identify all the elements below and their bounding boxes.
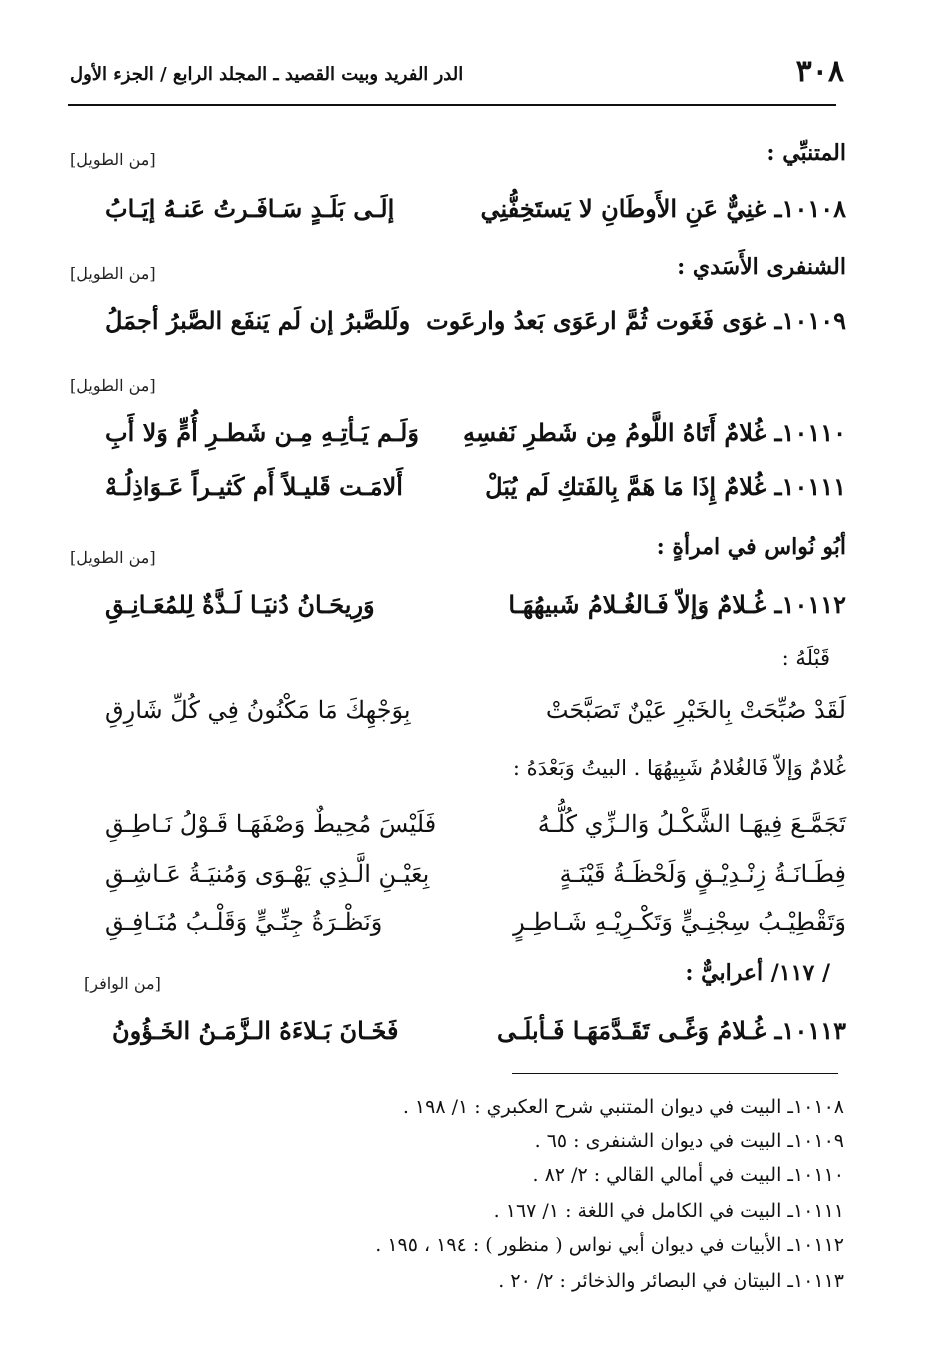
- verse-first-hemistich: ١٠١١٢ـ غُـلامٌ وَإلاّ فَـالغُـلامُ شَبيهُهَـا: [508, 590, 846, 619]
- verse-first-hemistich: ١٠١٠٩ـ غوَى فَغَوت ثُمَّ ارعَوَى بَعدُ وارعَوت: [426, 306, 846, 335]
- footnote: ١٠١٠٨ـ البيت في ديوان المتنبي شرح العكبري : ١/ ١٩٨ .: [402, 1096, 844, 1118]
- meter-label: [من الطويل]: [70, 264, 156, 283]
- verse-second-hemistich: فَخَـانَ بَـلاءَهُ الـزَّمَـنُ الخَـؤُونُ: [112, 1016, 399, 1045]
- context-verse-first-hemistich: لَقَدْ صُبِّحَتْ بِالخَيْرِ عَيْنٌ تَصَبَّحَتْ: [545, 696, 846, 724]
- verse-first-hemistich: ١٠١٠٨ـ غنِيٌّ عَنِ الأَوطَانِ لا يَستَخِفُّنِي: [480, 194, 846, 223]
- header-divider: [68, 104, 836, 106]
- footnote: ١٠١٠٩ـ البيت في ديوان الشنفرى : ٦٥ .: [534, 1130, 844, 1152]
- context-verse-first-hemistich: فِطَـانَـةُ زِنْـدِيْـقٍ وَلَحْظَـةُ قَيْنَـةٍ: [559, 860, 846, 888]
- verse-first-hemistich: ١٠١١٣ـ غُـلامُ وَغًـى تَقَـدَّمَهَـا فَـأبلَـى: [496, 1016, 846, 1045]
- poet-name: / ١١٧/ أعرابيٌّ :: [685, 960, 830, 986]
- verse-second-hemistich: وَلَـم يَـأتِـهِ مِـن شَطـرِ أُمٍّ وَلا أَبِ: [105, 418, 419, 447]
- meter-label: [من الطويل]: [70, 150, 156, 169]
- footnote: ١٠١١٣ـ البيتان في البصائر والذخائر : ٢/ ٢٠ .: [498, 1270, 844, 1292]
- context-verse-first-hemistich: تَجَمَّـعَ فِيهَـا الشَّكْـلُ وَالـزِّي كُلُّـهُ: [537, 810, 846, 838]
- context-verse-second-hemistich: بِعَيْـنِ الَّـذِي يَهْـوَى وَمُنيَـةُ عَـاشِـقِ: [105, 860, 430, 888]
- repeat-line: غُلامٌ وَإلاّ فَالغُلامُ شَبِيهُهَا . البيتُ وَبَعْدَهُ :: [512, 756, 846, 780]
- verse-second-hemistich: إلَـى بَلَـدٍ سَـافَـرتُ عَنـهُ إيَـابُ: [105, 194, 395, 223]
- poet-name: الشنفرى الأَسَدي :: [677, 254, 846, 280]
- verse-second-hemistich: أَلامَـت قَليـلاً أَم كَثيـراً عَـوَاذِلُـهْ: [105, 472, 403, 501]
- page-number: ٣٠٨: [795, 54, 844, 89]
- context-verse-second-hemistich: بِوَجْهِكَ مَا مَكْنُونُ فِي كُلِّ شَارِقِ: [105, 696, 411, 724]
- footnote: ١٠١١٢ـ الأبيات في ديوان أبي نواس ( منظور ) : ١٩٤ ، ١٩٥ .: [375, 1234, 844, 1256]
- meter-label: [من الوافر]: [84, 974, 161, 993]
- meter-label: [من الطويل]: [70, 548, 156, 567]
- footnote: ١٠١١١ـ البيت في الكامل في اللغة : ١/ ١٦٧ .: [493, 1200, 844, 1222]
- meter-label: [من الطويل]: [70, 376, 156, 395]
- verse-second-hemistich: ولَلصَّبرُ إن لَم يَنفَع الصَّبرُ أجمَلُ: [105, 306, 411, 335]
- context-verse-second-hemistich: فَلَيْسَ مُحِيطٌ وَصْفَهَـا قَـوْلُ نَـاطِـقِ: [105, 810, 437, 838]
- poet-name: أبُو نُواس في امرأةٍ :: [656, 534, 846, 560]
- before-label: قَبْلَهُ :: [781, 646, 830, 670]
- context-verse-first-hemistich: وَتَقْطِيْـبُ سِجْنِـيٍّ وَتَكْـرِيْـهِ شَـاطِـرٍ: [513, 908, 846, 936]
- verse-first-hemistich: ١٠١١١ـ غُلامٌ إِذَا مَا هَمَّ بِالفَتكِ لَم يُبَلْ: [485, 472, 846, 501]
- context-verse-second-hemistich: وَنَظْـرَةُ جِنِّـيٍّ وَقَلْـبُ مُنَـافِـقِ: [105, 908, 383, 936]
- running-title: الدر الفريد وبيت القصيد ـ المجلد الرابع / الجزء الأول: [70, 64, 464, 85]
- footnote: ١٠١١٠ـ البيت في أمالي القالي : ٢/ ٨٢ .: [532, 1164, 844, 1186]
- poet-name: المتنبِّي :: [766, 140, 846, 166]
- verse-first-hemistich: ١٠١١٠ـ غُلامٌ أَتَاهُ اللَّومُ مِن شَطرِ نَفسِهِ: [462, 418, 846, 447]
- verse-second-hemistich: وَرِيحَـانُ دُنيَـا لَـذَّةٌ لِلمُعَـانِـقِ: [105, 590, 375, 619]
- footnote-divider: [512, 1073, 838, 1074]
